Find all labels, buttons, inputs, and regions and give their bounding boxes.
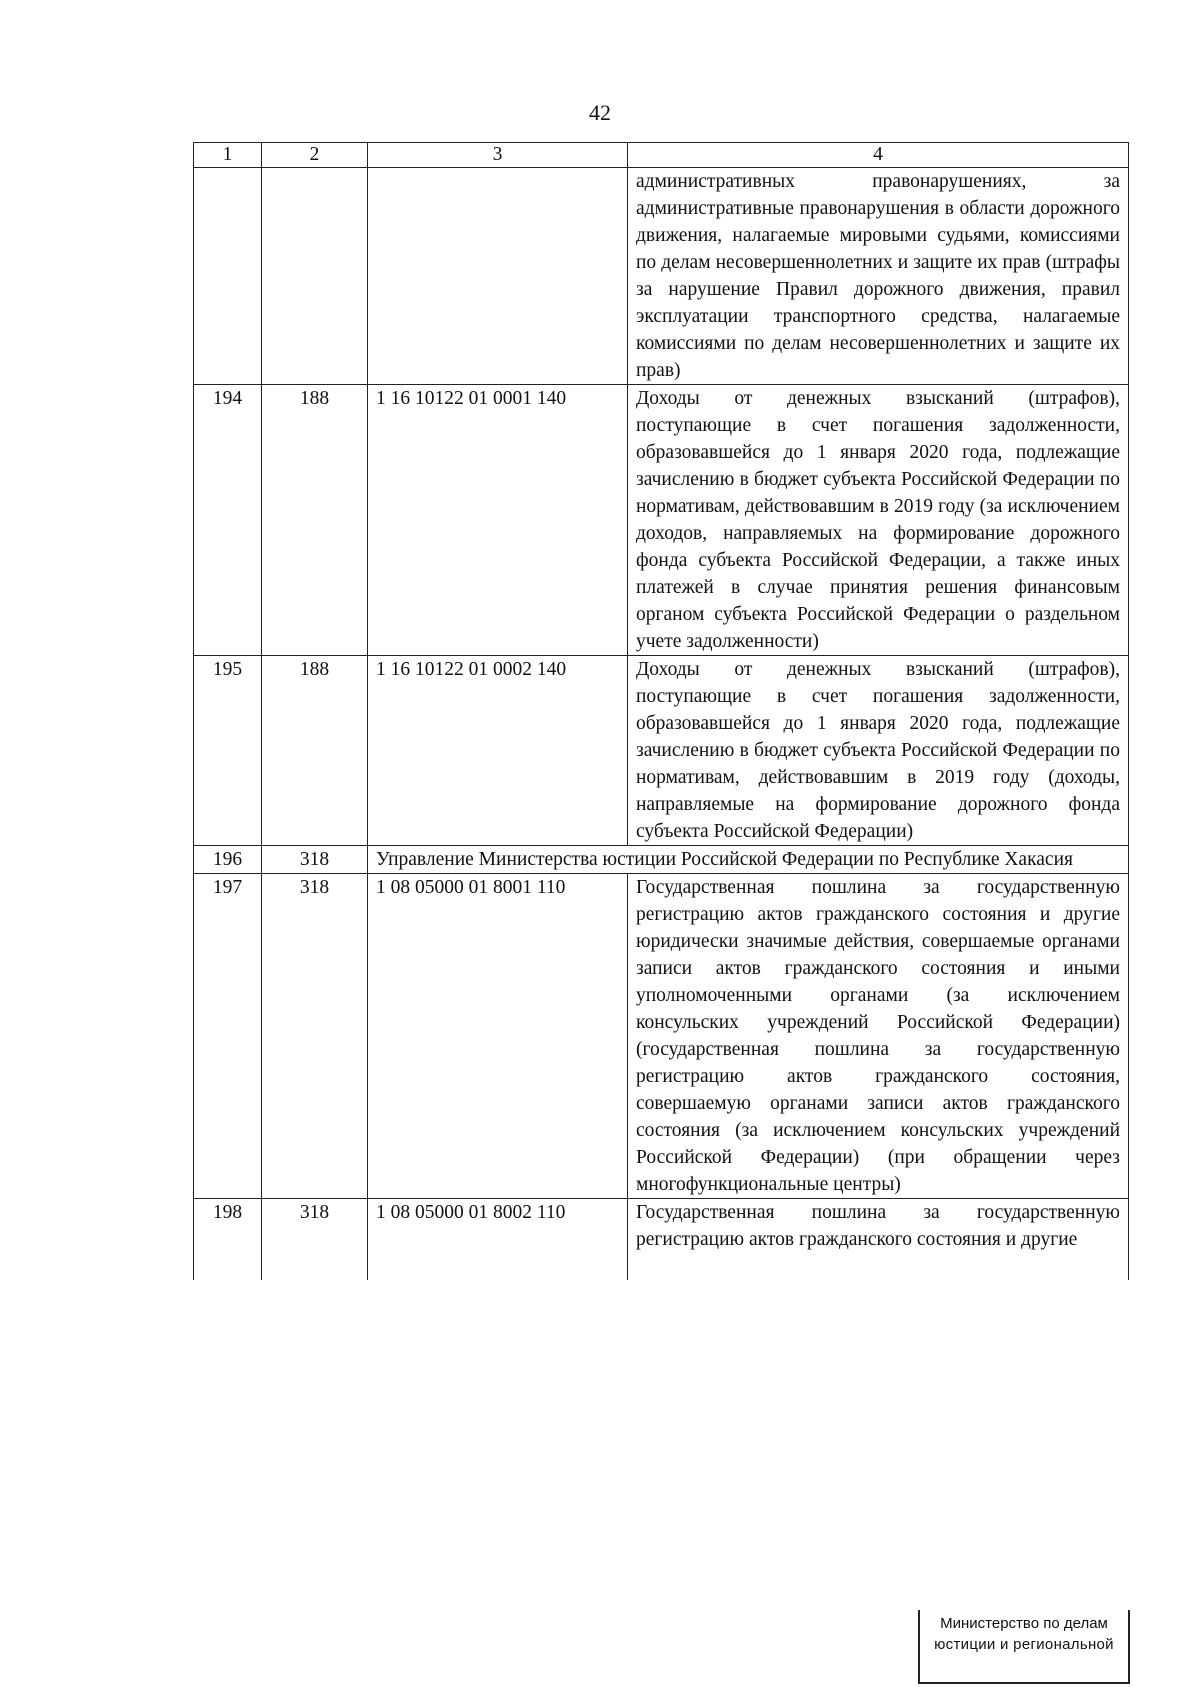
- row-admin-code: 188: [262, 656, 368, 846]
- page-number: 42: [589, 100, 611, 125]
- row-number: 196: [194, 846, 262, 874]
- table-row: [194, 656, 1129, 846]
- row-revenue-code: 1 16 10122 01 0001 140: [368, 385, 628, 656]
- row-description: Доходы от денежных взысканий (штрафов), поступающие в счет погашения задолженности, образовавшейся до 1 января 2020 года, подлежащие зачислению в бюджет субъекта Российской Федерации по нормативам, действовавшим в 2019 году (за исключением доходов, направляемых на формирование дорожного фонда субъекта Российской Федерации, а также иных платежей в случае принятия решения финансовым органом субъекта Российской Федерации о раздельном учете задолженности): [628, 385, 1129, 656]
- row-description: административных правонарушениях, за административные правонарушения в области дорожного движения, налагаемые мировыми судьями, комиссиями по делам несовершеннолетних и защите их прав (штрафы за нарушение Правил дорожного движения, правил эксплуатации транспортного средства, налагаемые комиссиями по делам несовершеннолетних и защите их прав): [628, 168, 1129, 385]
- table-row: [194, 385, 1129, 656]
- row-admin-code: 318: [262, 846, 368, 874]
- revenue-codes-table: [193, 142, 1129, 1280]
- row-admin-code: 318: [262, 1199, 368, 1281]
- header-col-3: 3: [368, 143, 628, 168]
- header-col-2: 2: [262, 143, 368, 168]
- row-description: Доходы от денежных взысканий (штрафов), поступающие в счет погашения задолженности, образовавшейся до 1 января 2020 года, подлежащие зачислению в бюджет субъекта Российской Федерации по нормативам, действовавшим в 2019 году (доходы, направляемые на формирование дорожного фонда субъекта Российской Федерации): [628, 656, 1129, 846]
- row-administrator-name: Управление Министерства юстиции Российской Федерации по Республике Хакасия: [368, 846, 1129, 874]
- row-revenue-code: 1 08 05000 01 8002 110: [368, 1199, 628, 1281]
- cell-empty: [368, 168, 628, 385]
- row-description: Государственная пошлина за государственную регистрацию актов гражданского состояния и другие юридически значимые действия, совершаемые органами записи актов гражданского состояния и иными уполномоченными органами (за исключением консульских учреждений Российской Федерации) (государственная пошлина за государственную регистрацию актов гражданского состояния, совершаемую органами записи актов гражданского состояния (за исключением консульских учреждений Российской Федерации) (при обращении через многофункциональные центры): [628, 874, 1129, 1199]
- row-number: 197: [194, 874, 262, 1199]
- row-number: 195: [194, 656, 262, 846]
- header-col-1: 1: [194, 143, 262, 168]
- table-row: [194, 846, 1129, 874]
- header-col-4: 4: [628, 143, 1129, 168]
- row-admin-code: 318: [262, 874, 368, 1199]
- cell-empty: [194, 168, 262, 385]
- row-number: 194: [194, 385, 262, 656]
- row-revenue-code: 1 08 05000 01 8001 110: [368, 874, 628, 1199]
- cell-empty: [262, 168, 368, 385]
- table-header-row: [194, 143, 1129, 168]
- registration-stamp: [918, 1610, 1130, 1684]
- table-row: [194, 1199, 1129, 1281]
- row-revenue-code: 1 16 10122 01 0002 140: [368, 656, 628, 846]
- table-row-continuation: [194, 168, 1129, 385]
- row-description: Государственная пошлина за государственную регистрацию актов гражданского состояния и другие: [628, 1199, 1129, 1281]
- stamp-line-1: Министерство по делам: [940, 1615, 1108, 1632]
- row-admin-code: 188: [262, 385, 368, 656]
- row-number: 198: [194, 1199, 262, 1281]
- table-row: [194, 874, 1129, 1199]
- stamp-line-2: юстиции и региональной: [934, 1636, 1114, 1653]
